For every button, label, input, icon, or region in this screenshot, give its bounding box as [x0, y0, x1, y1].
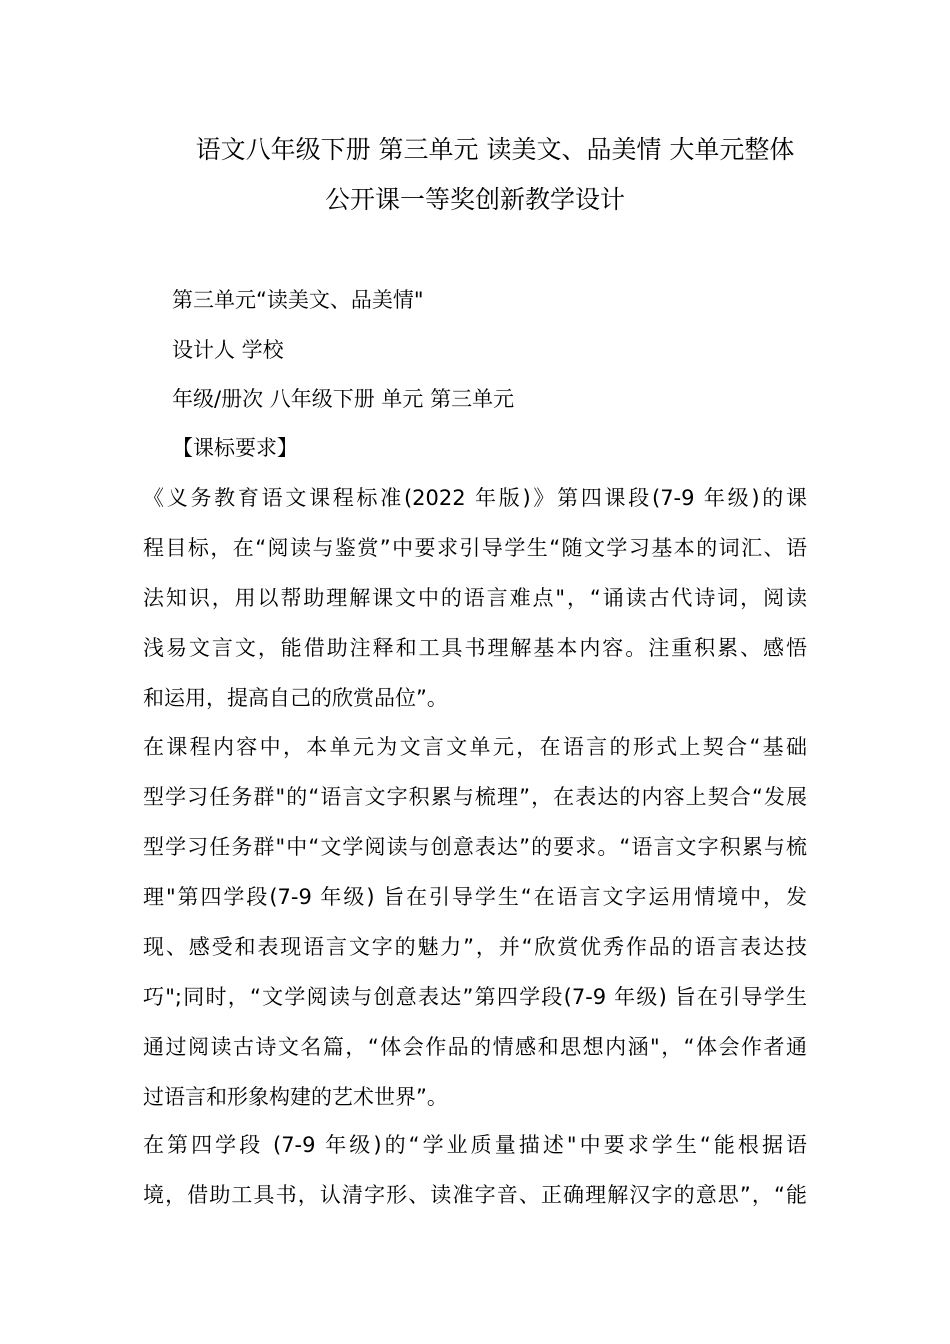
- paragraph-line: 在课程内容中，本单元为文言文单元，在语言的形式上契合“基础: [143, 735, 807, 759]
- paragraph-line: 通过阅读古诗文名篇，“体会作品的情感和思想内涵"，“体会作者通: [143, 1035, 807, 1059]
- paragraph-line: 《义务教育语文课程标准(2022 年版)》第四课段(7-9 年级)的课: [143, 486, 807, 510]
- paragraph-line: 巧";同时，“文学阅读与创意表达”第四学段(7-9 年级) 旨在引导学生: [143, 985, 807, 1009]
- paragraph-line: 型学习任务群"的“语言文字积累与梳理”，在表达的内容上契合“发展: [143, 785, 807, 809]
- paragraph-line: 现、感受和表现语言文字的魅力”，并“欣赏优秀作品的语言表达技: [143, 935, 807, 959]
- grade-volume-unit: 年级/册次 八年级下册 单元 第三单元: [172, 387, 515, 411]
- document-title-line-2: 公开课一等奖创新教学设计: [324, 185, 625, 214]
- document-title-line-1: 语文八年级下册 第三单元 读美文、品美情 大单元整体: [195, 135, 795, 164]
- paragraph-curriculum-standard: [143, 473, 807, 723]
- designer-school: 设计人 学校: [172, 338, 284, 362]
- paragraph-quality-description: [143, 1120, 807, 1220]
- paragraph-line: 型学习任务群"中“文学阅读与创意表达”的要求。“语言文字积累与梳: [143, 835, 807, 859]
- paragraph-line: 浅易文言文，能借助注释和工具书理解基本内容。注重积累、感悟: [143, 636, 807, 660]
- paragraph-line: 程目标，在“阅读与鉴赏”中要求引导学生“随文学习基本的词汇、语: [143, 536, 807, 560]
- paragraph-line: 法知识，用以帮助理解课文中的语言难点"，“诵读古代诗词，阅读: [143, 586, 807, 610]
- paragraph-line: 理"第四学段(7-9 年级) 旨在引导学生“在语言文字运用情境中，发: [143, 885, 807, 909]
- section-heading-curriculum: 【课标要求】: [172, 436, 298, 460]
- paragraph-course-content: [143, 722, 807, 1122]
- unit-name: 第三单元“读美文、品美情": [172, 288, 424, 312]
- paragraph-line: 和运用，提高自己的欣赏品位”。: [143, 686, 448, 710]
- paragraph-line: 过语言和形象构建的艺术世界”。: [143, 1085, 448, 1109]
- paragraph-line: 在第四学段 (7-9 年级)的“学业质量描述"中要求学生“能根据语: [143, 1133, 807, 1157]
- paragraph-line: 境，借助工具书，认清字形、读准字音、正确理解汉字的意思”，“能: [143, 1183, 807, 1207]
